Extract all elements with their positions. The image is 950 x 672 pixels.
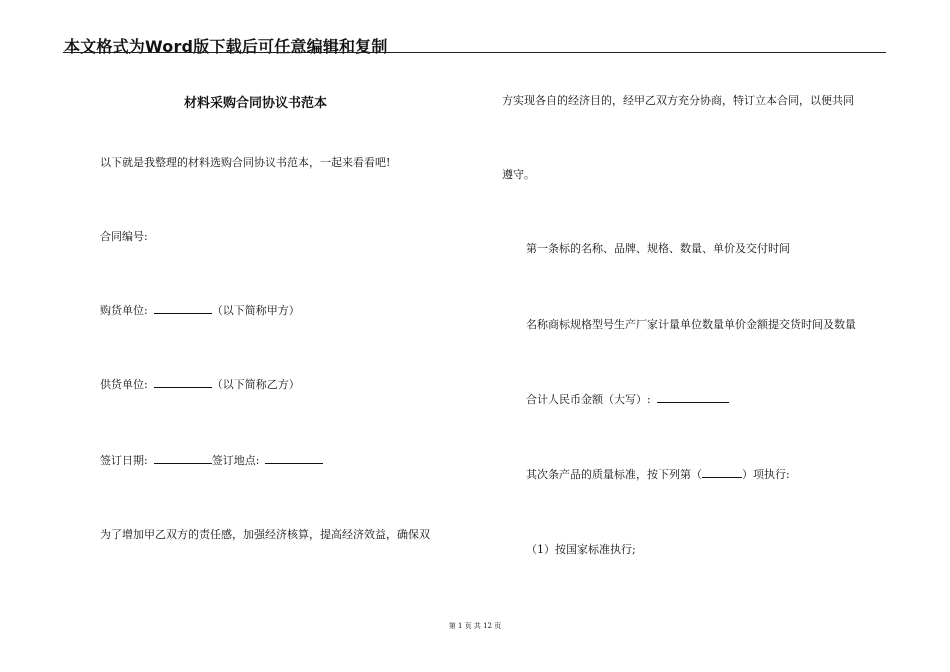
sign-place-blank <box>265 454 323 464</box>
total-amount-label: 合计人民币金额（大写）: <box>526 393 651 406</box>
total-amount-blank <box>657 393 729 403</box>
article-two-line <box>526 468 790 482</box>
supplier-label: 供货单位: <box>100 378 148 391</box>
article-one-heading: 第一条标的名称、品牌、规格、数量、单价及交付时间 <box>526 242 790 255</box>
contract-number-label: 合同编号: <box>100 230 148 243</box>
total-amount-line <box>526 393 729 407</box>
supplier-blank <box>154 378 212 388</box>
signing-line <box>100 454 323 468</box>
article-two-suffix: ）项执行: <box>742 468 790 481</box>
document-title: 材料采购合同协议书范本 <box>184 96 328 111</box>
supplier-note: （以下简称乙方） <box>211 378 300 391</box>
buyer-blank <box>154 304 212 314</box>
article-two-blank <box>702 468 742 478</box>
product-table-header: 名称商标规格型号生产厂家计量单位数量单价金额提交货时间及数量 <box>526 318 856 331</box>
buyer-label: 购货单位: <box>100 304 148 317</box>
sign-place-label: 签订地点: <box>211 454 260 467</box>
page-number: 第 1 页 共 12 页 <box>448 622 502 630</box>
article-two-prefix: 其次条产品的质量标准，按下列第（ <box>526 468 702 481</box>
document-header-title: 本文格式为Word版下载后可任意编辑和复制 <box>64 37 388 56</box>
sign-date-blank <box>154 454 212 464</box>
quality-item-one: （1）按国家标准执行; <box>526 543 636 556</box>
buyer-note: （以下简称甲方） <box>211 304 300 317</box>
purpose-paragraph-end: 遵守。 <box>502 168 535 181</box>
purpose-paragraph-start: 为了增加甲乙双方的责任感，加强经济核算，提高经济效益，确保双 <box>100 528 430 541</box>
supplier-line <box>100 378 300 392</box>
sign-date-label: 签订日期: <box>100 454 148 467</box>
purpose-paragraph-continued: 方实现各自的经济目的，经甲乙双方充分协商，特订立本合同，以便共同 <box>502 94 854 107</box>
header-divider <box>63 52 886 53</box>
buyer-line <box>100 304 300 318</box>
intro-paragraph: 以下就是我整理的材料选购合同协议书范本，一起来看看吧! <box>100 156 391 169</box>
